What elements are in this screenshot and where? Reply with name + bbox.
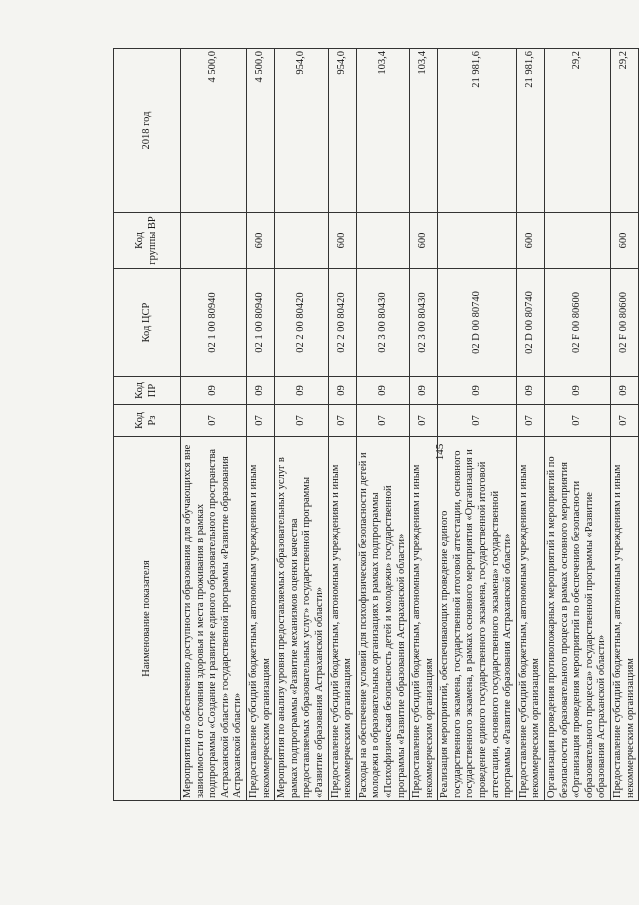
row-name: Предоставление субсидий бюджетным, автономным учреждениям и иным некоммерческим организациям bbox=[246, 437, 274, 801]
row-vr: 600 bbox=[246, 213, 274, 269]
table-row bbox=[246, 49, 274, 801]
row-name: Предоставление субсидий бюджетным, автономным учреждениям и иным некоммерческим организациям bbox=[516, 437, 544, 801]
row-sum: 4 500,0 bbox=[246, 49, 274, 213]
row-name: Мероприятия по анализу уровня предоставляемых образовательных услуг в рамках подпрограммы «Развитие механизмов оценки качества предоставляемых образовательных услуг» государственной программы «Развитие образования Астраханской области» bbox=[275, 437, 328, 801]
table-row bbox=[410, 49, 438, 801]
row-csr: 02 2 00 80420 bbox=[275, 269, 328, 377]
row-vr: 600 bbox=[516, 213, 544, 269]
row-vr: 600 bbox=[410, 213, 438, 269]
row-name: Предоставление субсидий бюджетным, автономным учреждениям и иным некоммерческим организациям bbox=[611, 437, 639, 801]
row-pr: 09 bbox=[410, 377, 438, 405]
row-rz: 07 bbox=[516, 405, 544, 437]
row-pr: 09 bbox=[181, 377, 247, 405]
row-sum: 21 981,6 bbox=[438, 49, 517, 213]
row-sum: 103,4 bbox=[410, 49, 438, 213]
header-rz: Код Рз bbox=[114, 405, 181, 437]
page-number: 145 bbox=[434, 443, 446, 461]
row-pr: 09 bbox=[516, 377, 544, 405]
row-name: Расходы на обеспечение условий для психофизической безопасности детей и молодежи в образовательных организациях в рамках подпрограммы «Психофизическая безопасность детей и молодежи» государственной программы «Развитие образования Астраханской области» bbox=[356, 437, 409, 801]
row-pr: 09 bbox=[275, 377, 328, 405]
row-rz: 07 bbox=[328, 405, 356, 437]
row-csr: 02 1 00 80940 bbox=[181, 269, 247, 377]
row-sum: 103,4 bbox=[356, 49, 409, 213]
table-row bbox=[328, 49, 356, 801]
row-vr: 600 bbox=[611, 213, 639, 269]
row-sum: 29,2 bbox=[545, 49, 611, 213]
row-rz: 07 bbox=[611, 405, 639, 437]
row-name: Предоставление субсидий бюджетным, автономным учреждениям и иным некоммерческим организациям bbox=[328, 437, 356, 801]
budget-table bbox=[113, 48, 639, 801]
row-rz: 07 bbox=[246, 405, 274, 437]
row-sum: 954,0 bbox=[328, 49, 356, 213]
header-name: Наименование показателя bbox=[114, 437, 181, 801]
table-row bbox=[356, 49, 409, 801]
row-csr: 02 F 00 80600 bbox=[545, 269, 611, 377]
row-rz: 07 bbox=[438, 405, 517, 437]
row-rz: 07 bbox=[356, 405, 409, 437]
row-vr bbox=[545, 213, 611, 269]
row-sum: 4 500,0 bbox=[181, 49, 247, 213]
row-csr: 02 3 00 80430 bbox=[410, 269, 438, 377]
table-row bbox=[275, 49, 328, 801]
row-vr bbox=[275, 213, 328, 269]
row-rz: 07 bbox=[181, 405, 247, 437]
table-row bbox=[611, 49, 639, 801]
header-sum: 2018 год bbox=[114, 49, 181, 213]
header-csr: Код ЦСР bbox=[114, 269, 181, 377]
row-csr: 02 D 00 80740 bbox=[516, 269, 544, 377]
row-vr bbox=[356, 213, 409, 269]
row-sum: 21 981,6 bbox=[516, 49, 544, 213]
row-pr: 09 bbox=[356, 377, 409, 405]
table-row bbox=[545, 49, 611, 801]
row-pr: 09 bbox=[545, 377, 611, 405]
row-name: Реализация мероприятий, обеспечивающих проведение единого государственного экзамена, государственной итоговой аттестации, основного государственного экзамена, в рамках основного мероприятия «Организация и проведение единого государственного экзамена, государственной итоговой аттестации, основного государственного экзамена» государственной программы «Развитие образования Астраханской области» bbox=[438, 437, 517, 801]
table-row bbox=[516, 49, 544, 801]
row-sum: 954,0 bbox=[275, 49, 328, 213]
table-row bbox=[181, 49, 247, 801]
row-name: Организация проведения противопожарных мероприятий и мероприятий по безопасности образовательного процесса в рамках основного мероприятия «Организация проведения мероприятий по обеспечению безопасности образовательного процесса» государственной программы «Развитие образования Астраханской области» bbox=[545, 437, 611, 801]
header-pr: Код ПР bbox=[114, 377, 181, 405]
header-vr: Код группы ВР bbox=[114, 213, 181, 269]
row-pr: 09 bbox=[611, 377, 639, 405]
row-pr: 09 bbox=[246, 377, 274, 405]
row-csr: 02 D 00 80740 bbox=[438, 269, 517, 377]
row-csr: 02 F 00 80600 bbox=[611, 269, 639, 377]
row-vr bbox=[438, 213, 517, 269]
row-pr: 09 bbox=[438, 377, 517, 405]
row-rz: 07 bbox=[275, 405, 328, 437]
row-rz: 07 bbox=[410, 405, 438, 437]
table-header-row bbox=[114, 49, 181, 801]
row-rz: 07 bbox=[545, 405, 611, 437]
row-csr: 02 1 00 80940 bbox=[246, 269, 274, 377]
row-csr: 02 2 00 80420 bbox=[328, 269, 356, 377]
row-csr: 02 3 00 80430 bbox=[356, 269, 409, 377]
row-pr: 09 bbox=[328, 377, 356, 405]
row-name: Предоставление субсидий бюджетным, автономным учреждениям и иным некоммерческим организациям bbox=[410, 437, 438, 801]
table-row bbox=[438, 49, 517, 801]
row-vr bbox=[181, 213, 247, 269]
budget-table-container bbox=[113, 49, 636, 801]
row-name: Мероприятия по обеспечению доступности образования для обучающихся вне зависимости от состояния здоровья и места проживания в рамках подпрограммы «Создание и развитие единого образовательного пространства Астраханской области» государственной программы «Развитие образования Астраханской области» bbox=[181, 437, 247, 801]
row-vr: 600 bbox=[328, 213, 356, 269]
row-sum: 29,2 bbox=[611, 49, 639, 213]
